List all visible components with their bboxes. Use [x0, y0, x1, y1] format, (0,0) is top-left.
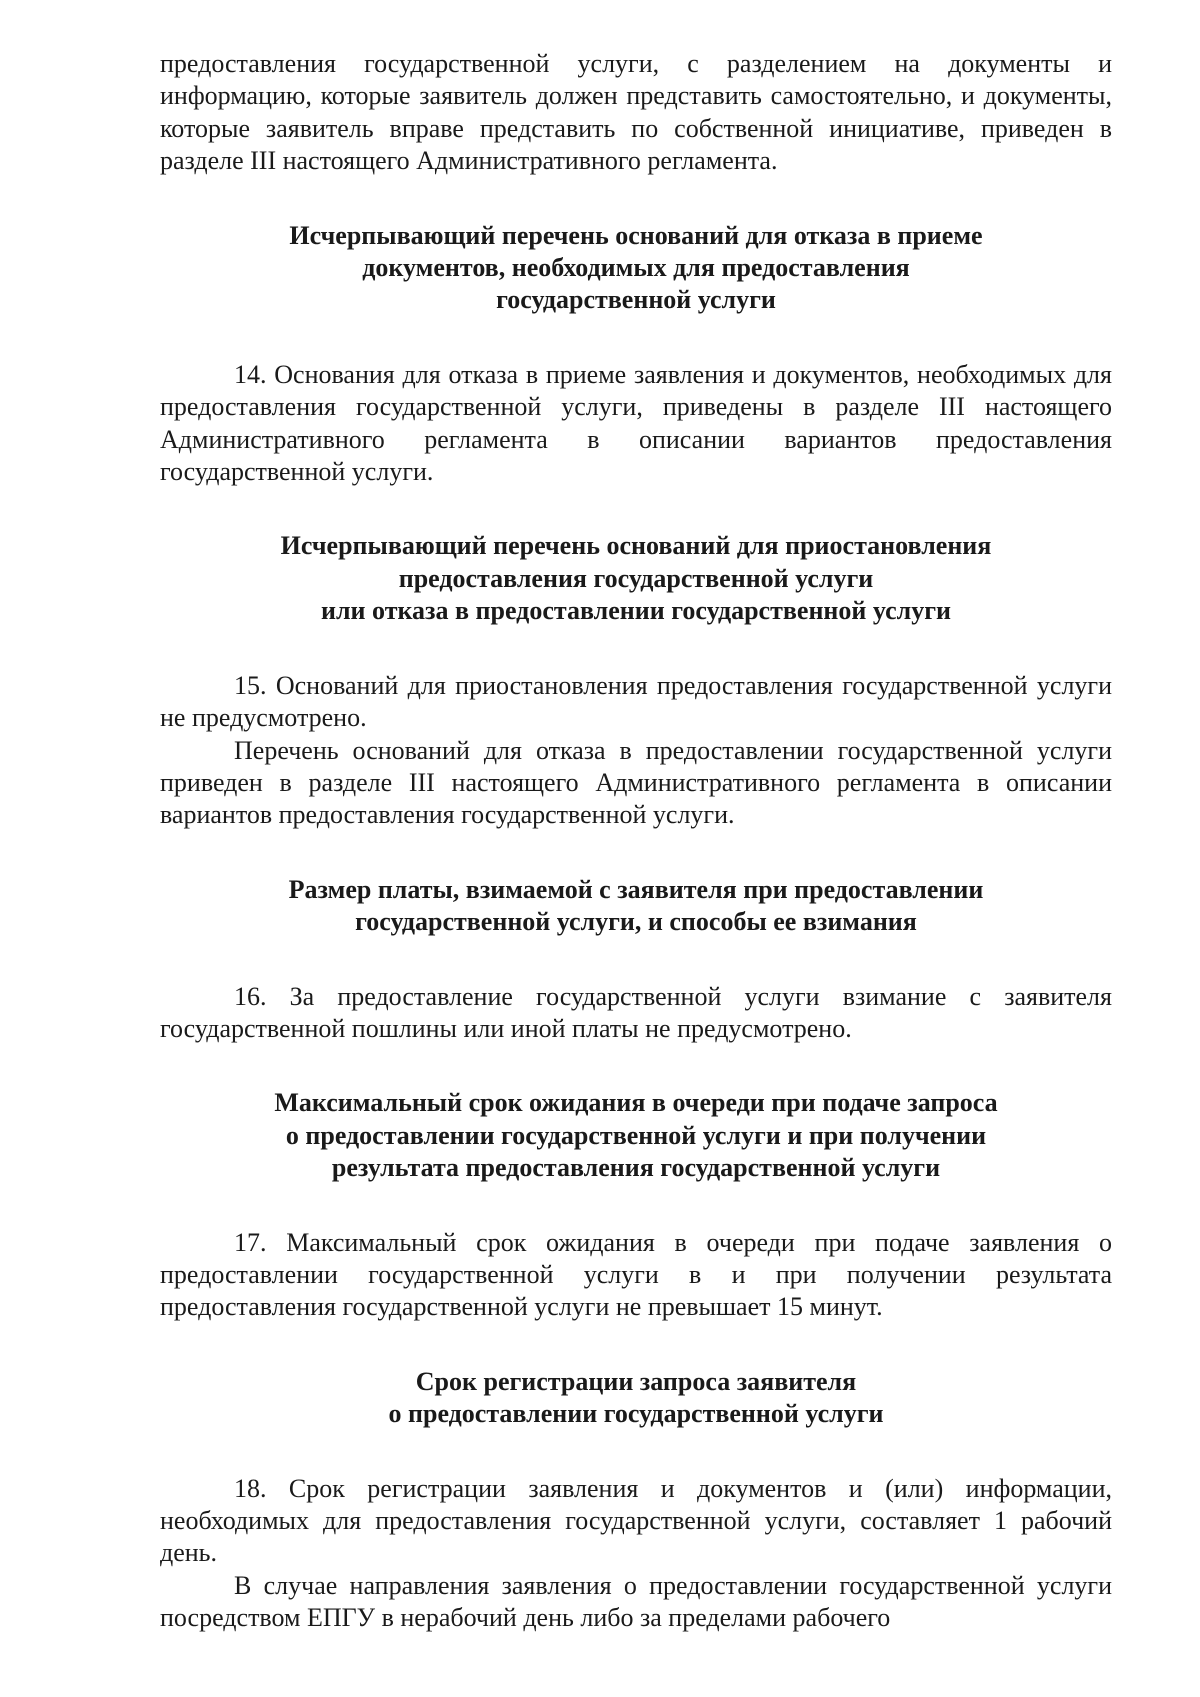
paragraph-15-refusal-list: Перечень оснований для отказа в предоставлении государственной услуги приведен в разделе III настоящего Административного регламента в описании вариантов предоставления государственной услуги. [160, 735, 1112, 830]
paragraph-18-epgu: В случае направления заявления о предоставлении государственной услуги посредством ЕПГУ в нерабочий день либо за пределами рабочего [160, 1570, 1112, 1633]
section-heading-registration-term: Срок регистрации запроса заявителя о предоставлении государственной услуги [388, 1366, 884, 1429]
paragraph-18: 18. Срок регистрации заявления и документов и (или) информации, необходимых для предоставления государственной услуги, составляет 1 рабочий день. [160, 1473, 1112, 1568]
paragraph-17: 17. Максимальный срок ожидания в очереди при подаче заявления о предоставлении государственной услуги в и при получении результата предоставления государственной услуги не превышает 15 минут. [160, 1227, 1112, 1322]
section-heading-suspension-refusal: Исчерпывающий перечень оснований для приостановления предоставления государственной услуги или отказа в предоставлении государственной услуги [280, 531, 992, 626]
paragraph-14: 14. Основания для отказа в приеме заявления и документов, необходимых для предоставления государственной услуги, приведены в разделе III настоящего Административного регламента в описании вариантов предоставления государственной услуги. [160, 359, 1112, 487]
paragraph-15: 15. Оснований для приостановления предоставления государственной услуги не предусмотрено. [160, 670, 1112, 733]
section-heading-refusal-acceptance: Исчерпывающий перечень оснований для отказа в приеме документов, необходимых для предоставления государственной услуги [289, 220, 983, 315]
section-heading-queue-time: Максимальный срок ожидания в очереди при подаче запроса о предоставлении государственной услуги и при получении результата предоставления государственной услуги [274, 1088, 998, 1183]
document-page [160, 48, 1112, 1635]
paragraph-16: 16. За предоставление государственной услуги взимание с заявителя государственной пошлины или иной платы не предусмотрено. [160, 981, 1112, 1043]
paragraph-continuation: предоставления государственной услуги, с разделением на документы и информацию, которые заявитель должен представить самостоятельно, и документы, которые заявитель вправе представить по собственной инициативе, приведен в разделе III настоящего Административного регламента. [160, 49, 1112, 176]
section-heading-fee: Размер платы, взимаемой с заявителя при предоставлении государственной услуги, и способы ее взимания [288, 874, 984, 937]
